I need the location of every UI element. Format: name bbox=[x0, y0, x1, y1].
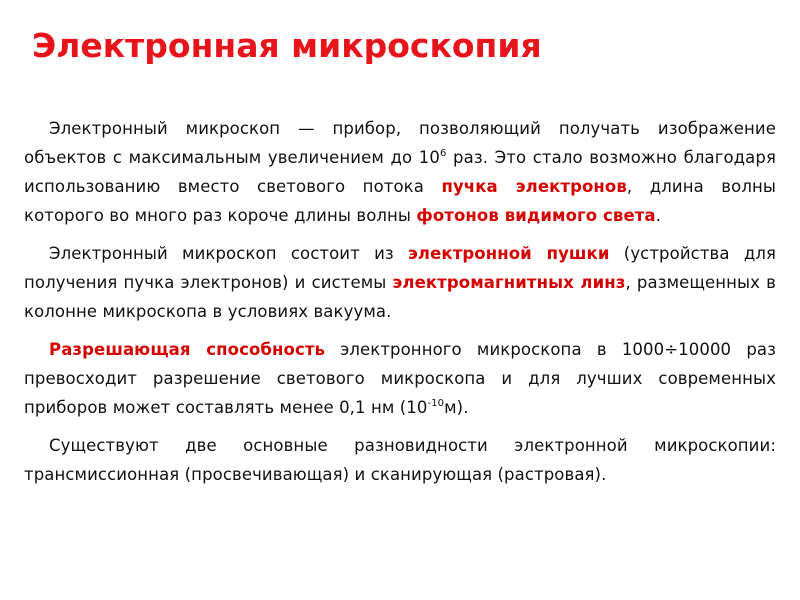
superscript: -10 bbox=[427, 398, 445, 409]
text-run: м). bbox=[444, 398, 469, 417]
highlighted-term: фотонов видимого света bbox=[416, 206, 656, 225]
paragraph-resolution bbox=[24, 335, 776, 422]
highlighted-term: электромагнитных линз bbox=[392, 273, 626, 292]
text-run: , длина волны которого во много раз короче длины волны bbox=[24, 177, 776, 225]
paragraph-types bbox=[24, 431, 776, 489]
text-run: электронного микроскопа в 1000÷10000 раз превосходит разрешение светового микроскопа и для лучших современных приборов может составлять менее 0,1 нм (10 bbox=[24, 340, 776, 417]
highlighted-term: электронной пушки bbox=[408, 244, 610, 263]
text-run: раз. Это стало возможно благодаря использованию вместо светового потока bbox=[24, 148, 776, 196]
text-run: (устройства для получения пучка электронов) и системы bbox=[24, 244, 777, 292]
text-run: Электронный микроскоп состоит из bbox=[49, 244, 409, 263]
text-run: , размещенных в колонне микроскопа в условиях вакуума. bbox=[24, 273, 776, 321]
paragraph-composition bbox=[24, 239, 776, 326]
slide-title: Электронная микроскопия bbox=[32, 26, 542, 65]
highlighted-term: пучка электронов bbox=[441, 177, 627, 196]
slide-body bbox=[24, 114, 776, 489]
highlighted-term: Разрешающая способность bbox=[49, 340, 326, 359]
text-run: Электронный микроскоп — прибор, позволяющий получать изображение объектов с максимальным увеличением до 10 bbox=[24, 119, 776, 167]
text-run: Существуют две основные разновидности электронной микроскопии: трансмиссионная (просвечивающая) и сканирующая (растровая). bbox=[24, 436, 776, 484]
superscript: 6 bbox=[439, 148, 447, 159]
paragraph-definition bbox=[24, 114, 776, 230]
text-run: . bbox=[655, 206, 662, 225]
